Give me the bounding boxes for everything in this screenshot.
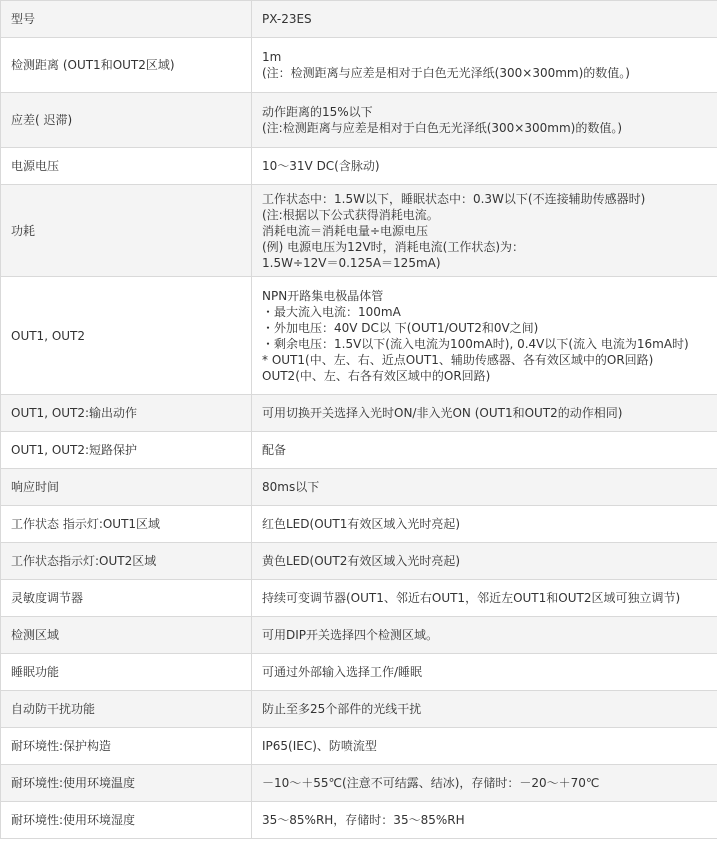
spec-value-line: (注：检测距离与应差是相对于白色无光泽纸(300×300mm)的数值。) [262,66,630,80]
table-row [1,395,717,432]
spec-value-line: 可通过外部输入选择工作/睡眠 [262,665,423,679]
spec-label: 灵敏度调节器 [1,580,252,617]
spec-value-line: 1.5W÷12V＝0.125A＝125mA) [262,255,441,270]
spec-value-line: 消耗电流＝消耗电量÷电源电压 [262,223,429,238]
table-row [1,728,717,765]
spec-value-line: 10～31V DC(含脉动) [262,159,380,173]
spec-label: OUT1, OUT2 [1,277,252,395]
spec-value-line: 黄色LED(OUT2有效区域入光时亮起) [262,554,461,568]
spec-value-line: 可用DIP开关选择四个检测区域。 [262,628,439,642]
table-row [1,654,717,691]
spec-label: 型号 [1,1,252,38]
spec-value [252,802,717,839]
spec-label: OUT1, OUT2:短路保护 [1,432,252,469]
spec-label: 工作状态指示灯:OUT2区域 [1,543,252,580]
table-row [1,765,717,802]
table-row [1,277,717,395]
table-row [1,469,717,506]
spec-value-line: ・最大流入电流：100mA [262,304,401,319]
spec-value-line: IP65(IEC)、防喷流型 [262,739,377,753]
spec-label: 睡眠功能 [1,654,252,691]
spec-value [252,617,717,654]
spec-value [252,543,717,580]
spec-value-line: 工作状态中：1.5W以下，睡眠状态中：0.3W以下(不连接辅助传感器时) [262,191,646,206]
spec-label: 功耗 [1,185,252,277]
spec-label: 电源电压 [1,148,252,185]
table-row [1,802,717,839]
spec-label: OUT1, OUT2:输出动作 [1,395,252,432]
table-row [1,617,717,654]
spec-value [252,654,717,691]
spec-value [252,185,717,277]
table-row [1,543,717,580]
spec-value [252,728,717,765]
spec-value-line: OUT2(中、左、右各有效区域中的OR回路) [262,368,491,383]
table-row [1,691,717,728]
spec-value-line: 持续可变调节器(OUT1、邻近右OUT1，邻近左OUT1和OUT2区域可独立调节) [262,591,681,605]
table-row [1,185,717,277]
spec-value-line: NPN开路集电极晶体管 [262,288,384,303]
spec-value [252,432,717,469]
spec-value-line: 1m [262,50,282,64]
spec-value-line: －10～＋55℃(注意不可结露、结冰)，存储时：－20～＋70℃ [262,776,600,790]
spec-value-line: ・外加电压：40V DC以 下(OUT1/OUT2和0V之间) [262,320,539,335]
spec-value-line: 动作距离的15%以下 [262,105,373,119]
spec-value-line: * OUT1(中、左、右、近点OUT1、辅助传感器、各有效区域中的OR回路) [262,352,654,367]
table-row [1,148,717,185]
spec-value-line: (注:检测距离与应差是相对于白色无光泽纸(300×300mm)的数值。) [262,121,623,135]
spec-value-line: (注:根据以下公式获得消耗电流。 [262,207,439,222]
spec-label: 响应时间 [1,469,252,506]
spec-label: 检测距离 (OUT1和OUT2区域) [1,38,252,93]
spec-value [252,395,717,432]
spec-label: 耐环境性:使用环境湿度 [1,802,252,839]
spec-value [252,1,717,38]
spec-value [252,93,717,148]
spec-label: 自动防干扰功能 [1,691,252,728]
table-row [1,93,717,148]
table-row [1,580,717,617]
spec-value [252,765,717,802]
spec-table-body [1,1,717,839]
spec-value-line: 红色LED(OUT1有效区域入光时亮起) [262,517,461,531]
spec-value-line: ・剩余电压：1.5V以下(流入电流为100mA时), 0.4V以下(流入 电流为16mA时) [262,336,689,351]
spec-label: 工作状态 指示灯:OUT1区域 [1,506,252,543]
spec-value [252,38,717,93]
spec-value-line: 防止至多25个部件的光线干扰 [262,702,422,716]
spec-value-line: 可用切换开关选择入光时ON/非入光ON (OUT1和OUT2的动作相同) [262,406,623,420]
spec-value [252,580,717,617]
table-row [1,506,717,543]
spec-value [252,148,717,185]
spec-value [252,469,717,506]
spec-value [252,277,717,395]
spec-value-line: PX-23ES [262,12,312,26]
spec-value-line: 配备 [262,443,287,457]
table-row [1,1,717,38]
spec-value-line: 80ms以下 [262,480,320,494]
spec-value [252,691,717,728]
table-row [1,432,717,469]
spec-value-line: 35～85%RH，存储时：35～85%RH [262,813,465,827]
spec-label: 耐环境性:保护构造 [1,728,252,765]
spec-value-line: (例) 电源电压为12V时，消耗电流(工作状态)为： [262,239,525,254]
spec-value [252,506,717,543]
spec-label: 应差( 迟滞) [1,93,252,148]
spec-label: 检测区域 [1,617,252,654]
table-row [1,38,717,93]
spec-label: 耐环境性:使用环境温度 [1,765,252,802]
